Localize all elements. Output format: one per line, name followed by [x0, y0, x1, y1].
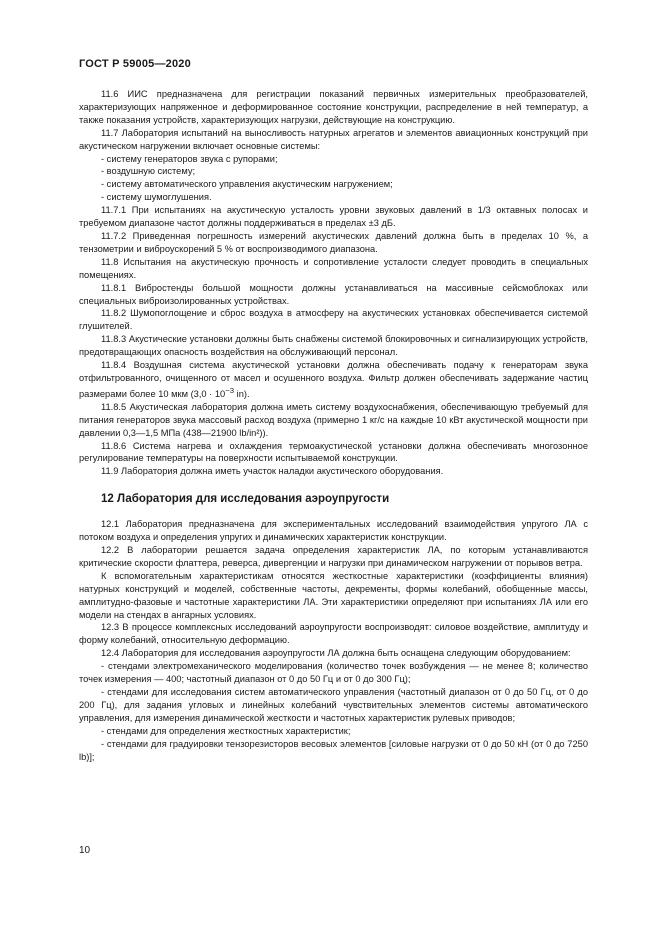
paragraph-12-2: 12.2 В лаборатории решается задача определения характеристик ЛА, по которым устанавливаются критические скорости флаттера, реверса, дивергенции и нагрузки при динамическом нагружении от порывов ветра.	[79, 545, 588, 568]
list-item: - стендами для исследования систем автоматического управления (частотный диапазон от 0 до 50 Гц, от 0 до 200 Гц), для задания угловых и линейных колебаний чувствительных элементов системы автоматического управления, для измерения динамической жесткости и частотных характеристик рулевых приводов;	[79, 686, 588, 723]
list-item: - стендами для градуировки тензорезисторов весовых элементов [силовые нагрузки от 0 до 50 кН (от 0 до 7250 lb)];	[79, 738, 588, 762]
paragraph-11-8-6: 11.8.6 Система нагрева и охлаждения термоакустической установки должна обеспечивать многозонное регулирование температуры на поверхности испытываемой конструкции.	[79, 440, 588, 464]
list-item: - систему автоматического управления акустическим нагружением;	[101, 179, 393, 190]
list-item: - стендами для определения жесткостных характеристик;	[101, 725, 351, 736]
paragraph-11-9: 11.9 Лаборатория должна иметь участок наладки акустического оборудования.	[101, 466, 444, 477]
paragraph-11-8: 11.8 Испытания на акустическую прочность и сопротивление усталости следует проводить в специальных помещениях.	[79, 256, 588, 280]
paragraph-11-8-5: 11.8.5 Акустическая лаборатория должна иметь систему воздухоснабжения, обеспечивающую требуемый для питания генераторов звука массовый расход воздуха (примерно 1 кг/с на каждые 10 кВт акустической мощности при давлении 0,3—1,5 МПа (438—21900 lb/in²)).	[79, 401, 588, 438]
page-number: 10	[79, 845, 91, 856]
paragraph-12-1: 12.1 Лаборатория предназначена для экспериментальных исследований взаимодействия упругого ЛА с потоком воздуха и определения упругих и динамических характеристик конструкции.	[79, 519, 588, 543]
paragraph-auxiliary: К вспомогательным характеристикам относятся жесткостные характеристики (коэффициенты влияния) натурных конструкций и моделей, собственные частоты, декременты, формы колебаний, обобщенные массы, амплитудно-фазовые и частотные характеристики ЛА. Эти характеристики определяют при испытаниях ЛА или его модели на стендах в ангарных условиях.	[79, 570, 588, 620]
paragraph-11-8-1: 11.8.1 Вибростенды большой мощности должны устанавливаться на массивные сейсмоблоках или специальных виброизолированных устройствах.	[79, 282, 588, 306]
paragraph-11-8-4-text: 11.8.4 Воздушная система акустической установки должна обеспечивать подачу к генераторам звука отфильтрованного, очищенного от масел и осушенного воздуха. Фильтр должен обеспечивать задержание частиц размерами более 10 мкм (3,0 · 10	[79, 360, 588, 399]
paragraph-11-6: 11.6 ИИС предназначена для регистрации показаний первичных измерительных преобразователей, характеризующих напряженное и деформированное состояние конструкции, распределение в ней температур, а также показания устройств, характеризующих нагрузки, действующие на конструкцию.	[79, 89, 588, 125]
paragraph-11-8-4-tail: in).	[234, 388, 250, 399]
document-header: ГОСТ Р 59005—2020	[79, 58, 191, 70]
paragraph-11-7: 11.7 Лаборатория испытаний на выносливость натурных агрегатов и элементов авиационных конструкций при акустическом нагружении включает основные системы:	[79, 127, 588, 151]
list-item: - воздушную систему;	[101, 166, 196, 177]
paragraph-11-8-2: 11.8.2 Шумопоглощение и сброс воздуха в атмосферу на акустических установках обеспечивается системой глушителей.	[79, 308, 588, 332]
section-heading-12: 12 Лаборатория для исследования аэроупругости	[101, 493, 390, 506]
paragraph-12-3: 12.3 В процессе комплексных исследований аэроупругости воспроизводят: силовое воздействие, амплитуду и форму колебаний, относительную деформацию.	[79, 622, 588, 646]
page-content	[79, 88, 588, 763]
paragraph-11-8-3: 11.8.3 Акустические установки должны быть снабжены системой блокировочных и сигнализирующих устройств, предотвращающих опасность воздействия на обслуживающий персонал.	[79, 334, 588, 358]
paragraph-11-7-1: 11.7.1 При испытаниях на акустическую усталость уровни звуковых давлений в 1/3 октавных полосах и требуемом диапазоне частот должны поддерживаться в пределах ±3 дБ.	[79, 205, 588, 229]
paragraph-11-8-4	[79, 359, 588, 401]
paragraph-11-7-2: 11.7.2 Приведенная погрешность измерений акустических давлений должна быть в пределах 10 %, а тензометрии и виброускорений 5 % от воспроизводимого диапазона.	[79, 230, 588, 254]
exponent: −3	[225, 385, 235, 395]
paragraph-12-4: 12.4 Лаборатория для исследования аэроупругости ЛА должна быть оснащена следующим оборудованием:	[101, 648, 571, 659]
list-item: - систему генераторов звука с рупорами;	[101, 153, 278, 164]
list-item: - стендами электромеханического моделирования (количество точек возбуждения — не менее 8; количество точек измерения — 400; частотный диапазон от 0 до 50 Гц и от 0 до 300 Гц);	[79, 661, 588, 685]
list-item: - систему шумоглушения.	[101, 192, 212, 203]
